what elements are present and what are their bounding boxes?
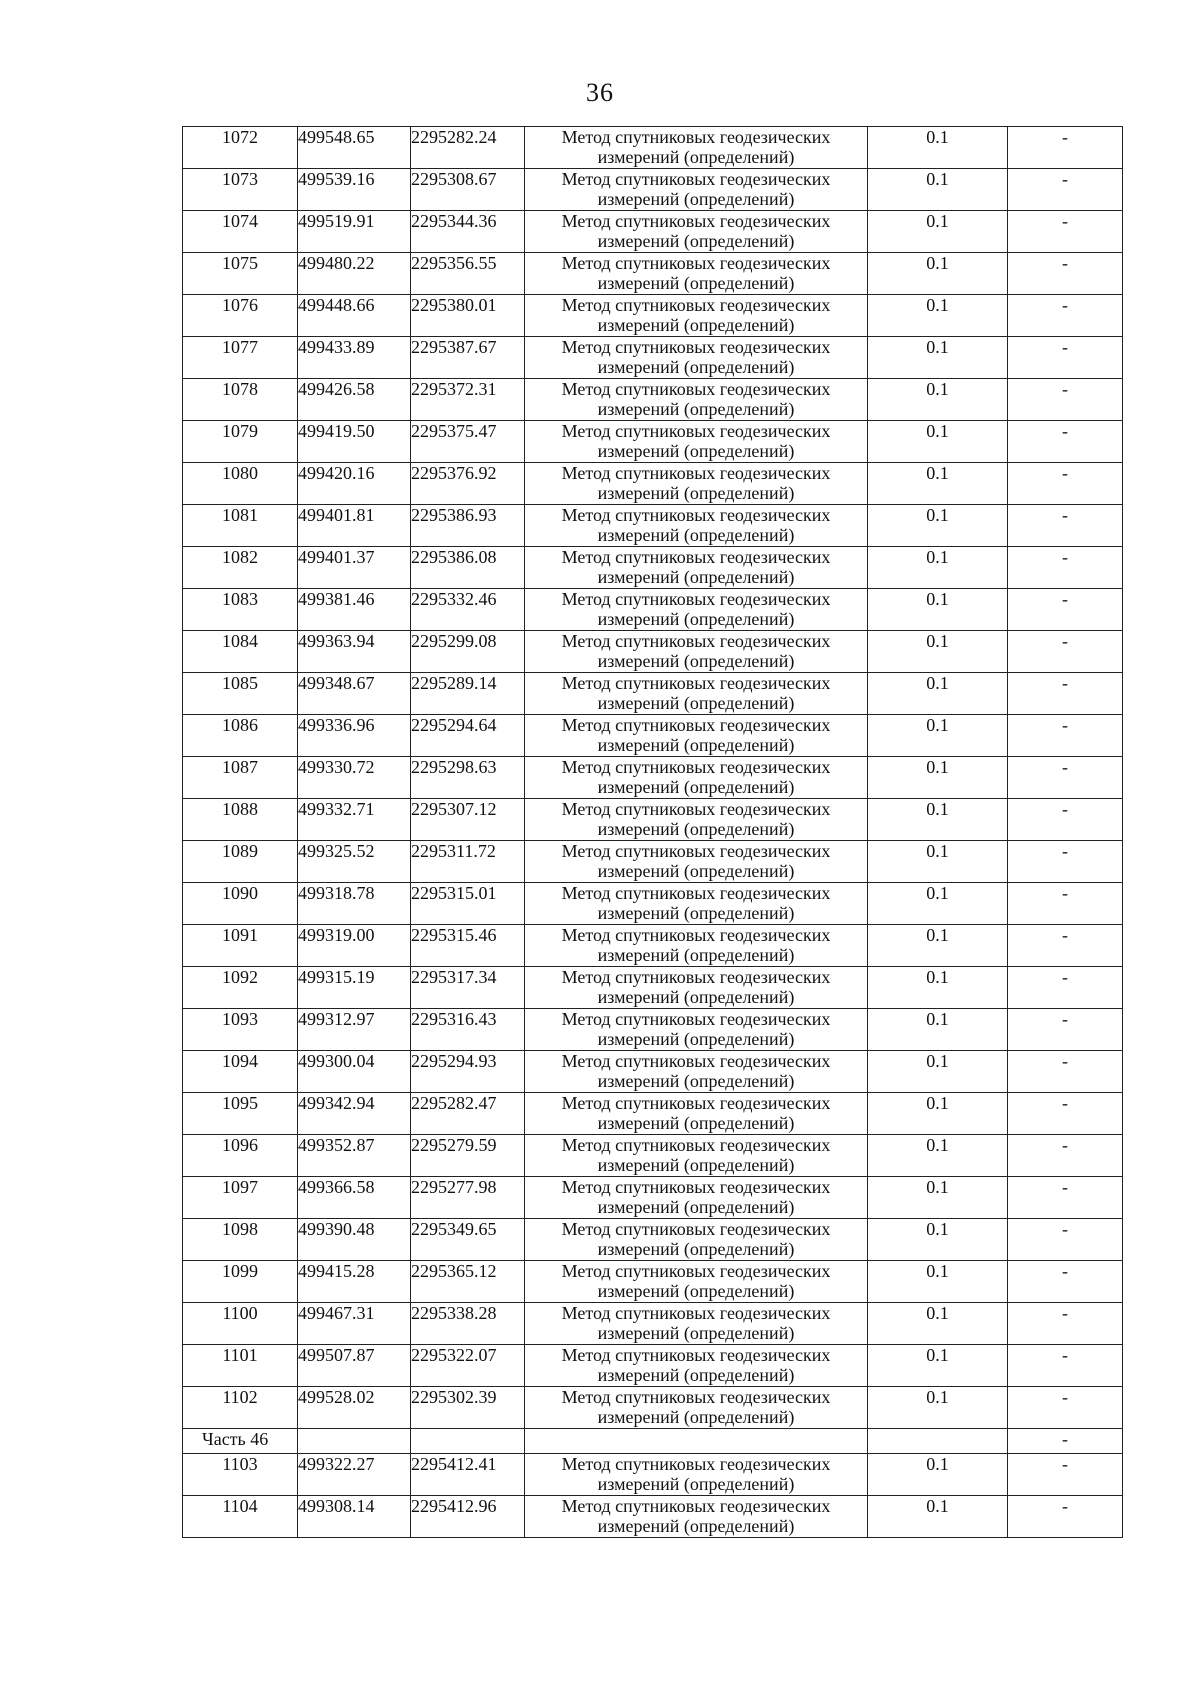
point-number-cell: 1100 (183, 1303, 298, 1345)
y-coordinate-cell: 2295349.65 (411, 1219, 525, 1261)
table-row (183, 799, 1123, 841)
extra-cell: - (1008, 421, 1123, 463)
point-number-cell: 1097 (183, 1177, 298, 1219)
y-coordinate-cell: 2295386.08 (411, 547, 525, 589)
x-coordinate-cell (298, 1429, 411, 1454)
point-number-cell: 1083 (183, 589, 298, 631)
y-coordinate-cell: 2295380.01 (411, 295, 525, 337)
method-cell: Метод спутниковых геодезических измерений (определений) (525, 211, 868, 253)
table-row (183, 757, 1123, 799)
accuracy-cell: 0.1 (868, 883, 1008, 925)
method-cell: Метод спутниковых геодезических измерений (определений) (525, 631, 868, 673)
extra-cell: - (1008, 1429, 1123, 1454)
point-number-cell: 1085 (183, 673, 298, 715)
extra-cell: - (1008, 1093, 1123, 1135)
method-cell: Метод спутниковых геодезических измерений (определений) (525, 1219, 868, 1261)
method-cell: Метод спутниковых геодезических измерений (определений) (525, 925, 868, 967)
x-coordinate-cell: 499315.19 (298, 967, 411, 1009)
y-coordinate-cell: 2295311.72 (411, 841, 525, 883)
accuracy-cell: 0.1 (868, 211, 1008, 253)
accuracy-cell: 0.1 (868, 1135, 1008, 1177)
x-coordinate-cell: 499528.02 (298, 1387, 411, 1429)
extra-cell: - (1008, 1051, 1123, 1093)
y-coordinate-cell: 2295365.12 (411, 1261, 525, 1303)
point-number-cell: 1074 (183, 211, 298, 253)
accuracy-cell: 0.1 (868, 295, 1008, 337)
method-cell: Метод спутниковых геодезических измерений (определений) (525, 1387, 868, 1429)
point-number-cell: 1082 (183, 547, 298, 589)
method-cell: Метод спутниковых геодезических измерений (определений) (525, 1345, 868, 1387)
point-number-cell: 1087 (183, 757, 298, 799)
accuracy-cell: 0.1 (868, 547, 1008, 589)
accuracy-cell: 0.1 (868, 421, 1008, 463)
x-coordinate-cell: 499352.87 (298, 1135, 411, 1177)
method-cell: Метод спутниковых геодезических измерений (определений) (525, 169, 868, 211)
accuracy-cell: 0.1 (868, 1387, 1008, 1429)
table-row (183, 925, 1123, 967)
accuracy-cell: 0.1 (868, 505, 1008, 547)
y-coordinate-cell: 2295338.28 (411, 1303, 525, 1345)
accuracy-cell: 0.1 (868, 757, 1008, 799)
accuracy-cell: 0.1 (868, 1009, 1008, 1051)
y-coordinate-cell: 2295307.12 (411, 799, 525, 841)
method-cell: Метод спутниковых геодезических измерений (определений) (525, 715, 868, 757)
x-coordinate-cell: 499336.96 (298, 715, 411, 757)
x-coordinate-cell: 499300.04 (298, 1051, 411, 1093)
extra-cell: - (1008, 757, 1123, 799)
x-coordinate-cell: 499420.16 (298, 463, 411, 505)
extra-cell: - (1008, 169, 1123, 211)
x-coordinate-cell: 499319.00 (298, 925, 411, 967)
extra-cell: - (1008, 337, 1123, 379)
point-number-cell: 1079 (183, 421, 298, 463)
table-row (183, 463, 1123, 505)
table-row (183, 1093, 1123, 1135)
y-coordinate-cell: 2295387.67 (411, 337, 525, 379)
accuracy-cell: 0.1 (868, 715, 1008, 757)
x-coordinate-cell: 499390.48 (298, 1219, 411, 1261)
method-cell: Метод спутниковых геодезических измерений (определений) (525, 1454, 868, 1496)
accuracy-cell: 0.1 (868, 1219, 1008, 1261)
extra-cell: - (1008, 1135, 1123, 1177)
accuracy-cell: 0.1 (868, 169, 1008, 211)
y-coordinate-cell: 2295332.46 (411, 589, 525, 631)
method-cell: Метод спутниковых геодезических измерений (определений) (525, 337, 868, 379)
table-row (183, 379, 1123, 421)
point-number-cell: 1077 (183, 337, 298, 379)
accuracy-cell: 0.1 (868, 1093, 1008, 1135)
y-coordinate-cell (411, 1429, 525, 1454)
table-row (183, 127, 1123, 169)
x-coordinate-cell: 499308.14 (298, 1496, 411, 1538)
point-number-cell: 1102 (183, 1387, 298, 1429)
extra-cell: - (1008, 1261, 1123, 1303)
table-row (183, 1177, 1123, 1219)
method-cell: Метод спутниковых геодезических измерений (определений) (525, 463, 868, 505)
method-cell: Метод спутниковых геодезических измерений (определений) (525, 1177, 868, 1219)
accuracy-cell: 0.1 (868, 841, 1008, 883)
y-coordinate-cell: 2295386.93 (411, 505, 525, 547)
accuracy-cell: 0.1 (868, 253, 1008, 295)
table-row (183, 1303, 1123, 1345)
method-cell: Метод спутниковых геодезических измерений (определений) (525, 589, 868, 631)
table-row (183, 589, 1123, 631)
x-coordinate-cell: 499332.71 (298, 799, 411, 841)
y-coordinate-cell: 2295282.47 (411, 1093, 525, 1135)
method-cell (525, 1429, 868, 1454)
x-coordinate-cell: 499342.94 (298, 1093, 411, 1135)
y-coordinate-cell: 2295344.36 (411, 211, 525, 253)
table-row (183, 421, 1123, 463)
table-row (183, 211, 1123, 253)
y-coordinate-cell: 2295282.24 (411, 127, 525, 169)
table-row (183, 337, 1123, 379)
y-coordinate-cell: 2295289.14 (411, 673, 525, 715)
table-row (183, 169, 1123, 211)
x-coordinate-cell: 499363.94 (298, 631, 411, 673)
method-cell: Метод спутниковых геодезических измерений (определений) (525, 1093, 868, 1135)
extra-cell: - (1008, 295, 1123, 337)
point-number-cell: 1076 (183, 295, 298, 337)
table-row (183, 1051, 1123, 1093)
method-cell: Метод спутниковых геодезических измерений (определений) (525, 799, 868, 841)
x-coordinate-cell: 499348.67 (298, 673, 411, 715)
extra-cell: - (1008, 127, 1123, 169)
method-cell: Метод спутниковых геодезических измерений (определений) (525, 841, 868, 883)
table-row (183, 1135, 1123, 1177)
y-coordinate-cell: 2295376.92 (411, 463, 525, 505)
y-coordinate-cell: 2295315.01 (411, 883, 525, 925)
table-row (183, 673, 1123, 715)
point-number-cell: 1084 (183, 631, 298, 673)
point-number-cell: 1098 (183, 1219, 298, 1261)
x-coordinate-cell: 499401.37 (298, 547, 411, 589)
section-label: Часть 46 (183, 1429, 298, 1454)
x-coordinate-cell: 499480.22 (298, 253, 411, 295)
extra-cell: - (1008, 1219, 1123, 1261)
accuracy-cell: 0.1 (868, 1177, 1008, 1219)
accuracy-cell: 0.1 (868, 127, 1008, 169)
table-row (183, 715, 1123, 757)
y-coordinate-cell: 2295294.93 (411, 1051, 525, 1093)
y-coordinate-cell: 2295316.43 (411, 1009, 525, 1051)
method-cell: Метод спутниковых геодезических измерений (определений) (525, 1303, 868, 1345)
point-number-cell: 1096 (183, 1135, 298, 1177)
accuracy-cell: 0.1 (868, 337, 1008, 379)
accuracy-cell: 0.1 (868, 1454, 1008, 1496)
x-coordinate-cell: 499381.46 (298, 589, 411, 631)
extra-cell: - (1008, 253, 1123, 295)
x-coordinate-cell: 499325.52 (298, 841, 411, 883)
section-row (183, 1429, 1123, 1454)
point-number-cell: 1103 (183, 1454, 298, 1496)
extra-cell: - (1008, 547, 1123, 589)
extra-cell: - (1008, 925, 1123, 967)
extra-cell: - (1008, 1387, 1123, 1429)
y-coordinate-cell: 2295412.41 (411, 1454, 525, 1496)
y-coordinate-cell: 2295298.63 (411, 757, 525, 799)
x-coordinate-cell: 499448.66 (298, 295, 411, 337)
method-cell: Метод спутниковых геодезических измерений (определений) (525, 1051, 868, 1093)
table-row (183, 253, 1123, 295)
point-number-cell: 1093 (183, 1009, 298, 1051)
accuracy-cell: 0.1 (868, 1261, 1008, 1303)
y-coordinate-cell: 2295279.59 (411, 1135, 525, 1177)
x-coordinate-cell: 499419.50 (298, 421, 411, 463)
method-cell: Метод спутниковых геодезических измерений (определений) (525, 1009, 868, 1051)
method-cell: Метод спутниковых геодезических измерений (определений) (525, 253, 868, 295)
point-number-cell: 1080 (183, 463, 298, 505)
extra-cell: - (1008, 1303, 1123, 1345)
y-coordinate-cell: 2295317.34 (411, 967, 525, 1009)
accuracy-cell: 0.1 (868, 925, 1008, 967)
accuracy-cell: 0.1 (868, 673, 1008, 715)
table-row (183, 547, 1123, 589)
accuracy-cell (868, 1429, 1008, 1454)
y-coordinate-cell: 2295356.55 (411, 253, 525, 295)
y-coordinate-cell: 2295302.39 (411, 1387, 525, 1429)
x-coordinate-cell: 499467.31 (298, 1303, 411, 1345)
extra-cell: - (1008, 211, 1123, 253)
method-cell: Метод спутниковых геодезических измерений (определений) (525, 757, 868, 799)
extra-cell: - (1008, 799, 1123, 841)
method-cell: Метод спутниковых геодезических измерений (определений) (525, 1261, 868, 1303)
table-row (183, 1219, 1123, 1261)
table-row (183, 883, 1123, 925)
extra-cell: - (1008, 841, 1123, 883)
accuracy-cell: 0.1 (868, 379, 1008, 421)
method-cell: Метод спутниковых геодезических измерений (определений) (525, 379, 868, 421)
table-row (183, 1261, 1123, 1303)
extra-cell: - (1008, 1009, 1123, 1051)
accuracy-cell: 0.1 (868, 1345, 1008, 1387)
point-number-cell: 1086 (183, 715, 298, 757)
extra-cell: - (1008, 505, 1123, 547)
point-number-cell: 1090 (183, 883, 298, 925)
coordinates-table (182, 126, 1123, 1538)
accuracy-cell: 0.1 (868, 463, 1008, 505)
y-coordinate-cell: 2295322.07 (411, 1345, 525, 1387)
coordinates-table-body (183, 127, 1123, 1538)
extra-cell: - (1008, 673, 1123, 715)
point-number-cell: 1092 (183, 967, 298, 1009)
page-number: 36 (586, 78, 614, 107)
method-cell: Метод спутниковых геодезических измерений (определений) (525, 1135, 868, 1177)
extra-cell: - (1008, 967, 1123, 1009)
table-row (183, 1496, 1123, 1538)
point-number-cell: 1081 (183, 505, 298, 547)
extra-cell: - (1008, 379, 1123, 421)
accuracy-cell: 0.1 (868, 1051, 1008, 1093)
x-coordinate-cell: 499401.81 (298, 505, 411, 547)
table-row (183, 1009, 1123, 1051)
y-coordinate-cell: 2295294.64 (411, 715, 525, 757)
y-coordinate-cell: 2295277.98 (411, 1177, 525, 1219)
x-coordinate-cell: 499366.58 (298, 1177, 411, 1219)
point-number-cell: 1073 (183, 169, 298, 211)
y-coordinate-cell: 2295372.31 (411, 379, 525, 421)
extra-cell: - (1008, 715, 1123, 757)
method-cell: Метод спутниковых геодезических измерений (определений) (525, 673, 868, 715)
accuracy-cell: 0.1 (868, 799, 1008, 841)
point-number-cell: 1094 (183, 1051, 298, 1093)
x-coordinate-cell: 499330.72 (298, 757, 411, 799)
accuracy-cell: 0.1 (868, 589, 1008, 631)
extra-cell: - (1008, 1177, 1123, 1219)
table-row (183, 967, 1123, 1009)
y-coordinate-cell: 2295315.46 (411, 925, 525, 967)
point-number-cell: 1099 (183, 1261, 298, 1303)
point-number-cell: 1104 (183, 1496, 298, 1538)
y-coordinate-cell: 2295375.47 (411, 421, 525, 463)
accuracy-cell: 0.1 (868, 1303, 1008, 1345)
accuracy-cell: 0.1 (868, 631, 1008, 673)
method-cell: Метод спутниковых геодезических измерений (определений) (525, 127, 868, 169)
y-coordinate-cell: 2295308.67 (411, 169, 525, 211)
extra-cell: - (1008, 1496, 1123, 1538)
extra-cell: - (1008, 1345, 1123, 1387)
point-number-cell: 1078 (183, 379, 298, 421)
method-cell: Метод спутниковых геодезических измерений (определений) (525, 295, 868, 337)
extra-cell: - (1008, 589, 1123, 631)
x-coordinate-cell: 499433.89 (298, 337, 411, 379)
extra-cell: - (1008, 883, 1123, 925)
method-cell: Метод спутниковых геодезических измерений (определений) (525, 421, 868, 463)
x-coordinate-cell: 499548.65 (298, 127, 411, 169)
method-cell: Метод спутниковых геодезических измерений (определений) (525, 883, 868, 925)
method-cell: Метод спутниковых геодезических измерений (определений) (525, 967, 868, 1009)
table-row (183, 1387, 1123, 1429)
accuracy-cell: 0.1 (868, 1496, 1008, 1538)
point-number-cell: 1091 (183, 925, 298, 967)
table-row (183, 505, 1123, 547)
table-row (183, 295, 1123, 337)
point-number-cell: 1075 (183, 253, 298, 295)
y-coordinate-cell: 2295412.96 (411, 1496, 525, 1538)
x-coordinate-cell: 499322.27 (298, 1454, 411, 1496)
accuracy-cell: 0.1 (868, 967, 1008, 1009)
point-number-cell: 1101 (183, 1345, 298, 1387)
y-coordinate-cell: 2295299.08 (411, 631, 525, 673)
method-cell: Метод спутниковых геодезических измерений (определений) (525, 547, 868, 589)
point-number-cell: 1072 (183, 127, 298, 169)
method-cell: Метод спутниковых геодезических измерений (определений) (525, 505, 868, 547)
extra-cell: - (1008, 463, 1123, 505)
x-coordinate-cell: 499415.28 (298, 1261, 411, 1303)
method-cell: Метод спутниковых геодезических измерений (определений) (525, 1496, 868, 1538)
x-coordinate-cell: 499426.58 (298, 379, 411, 421)
table-row (183, 1345, 1123, 1387)
point-number-cell: 1095 (183, 1093, 298, 1135)
extra-cell: - (1008, 631, 1123, 673)
table-row (183, 631, 1123, 673)
table-row (183, 1454, 1123, 1496)
x-coordinate-cell: 499507.87 (298, 1345, 411, 1387)
table-row (183, 841, 1123, 883)
x-coordinate-cell: 499519.91 (298, 211, 411, 253)
point-number-cell: 1089 (183, 841, 298, 883)
point-number-cell: 1088 (183, 799, 298, 841)
x-coordinate-cell: 499539.16 (298, 169, 411, 211)
x-coordinate-cell: 499318.78 (298, 883, 411, 925)
extra-cell: - (1008, 1454, 1123, 1496)
x-coordinate-cell: 499312.97 (298, 1009, 411, 1051)
